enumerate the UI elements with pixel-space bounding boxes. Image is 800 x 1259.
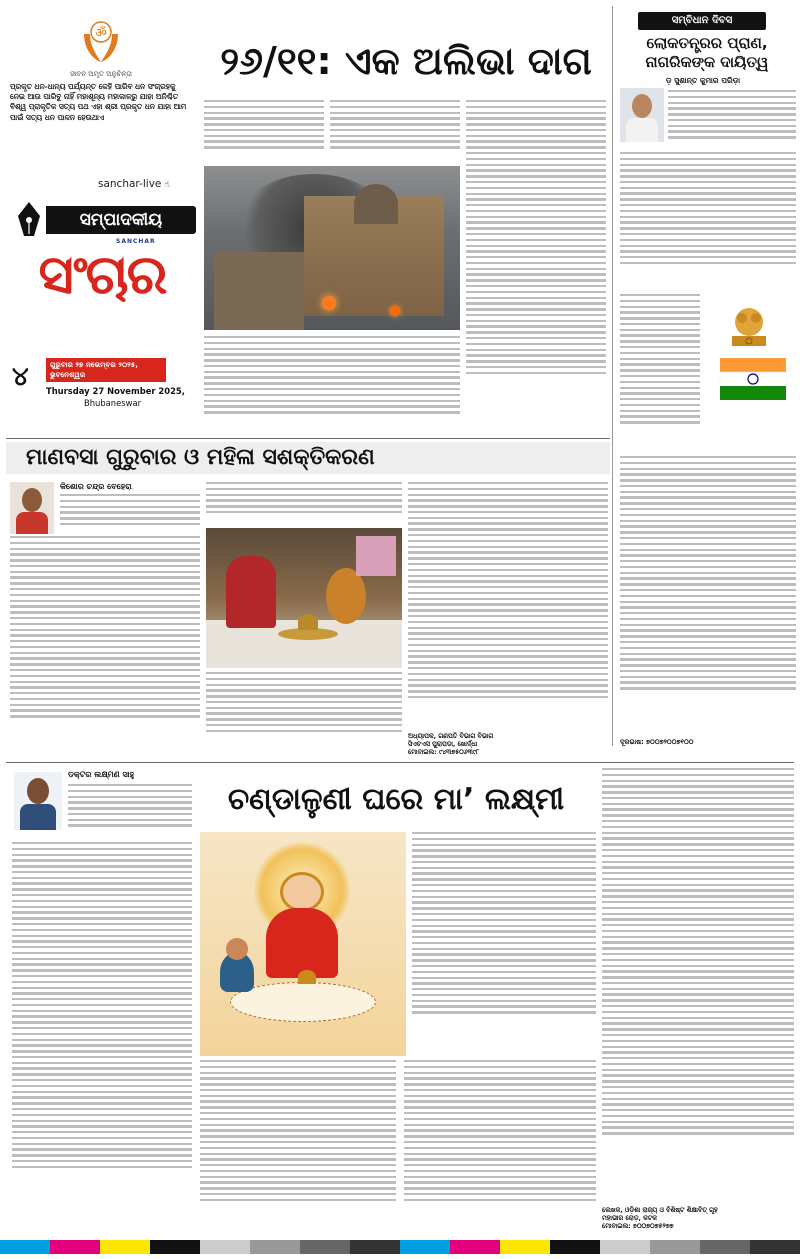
article3-text-col3 bbox=[404, 1060, 596, 1232]
article3-author: ଡକ୍ଟର ଲକ୍ଷ୍ମଣ ସାହୁ bbox=[68, 770, 135, 779]
article2-text-below-photo bbox=[206, 672, 402, 750]
masthead-panel bbox=[6, 6, 196, 434]
article3-text-col2-top bbox=[412, 832, 596, 1056]
lead-headline: ୨୬/୧୧: ଏକ ଅଲିଭା ଦାଗ bbox=[220, 39, 592, 83]
page-number: ୪ bbox=[12, 362, 29, 392]
article2-signoff-2: ସିଏଚଏସ ପୁରାପଡା, ଖୋର୍ଦ୍ଧା bbox=[408, 740, 478, 748]
brand-logo: ସଂଚାର bbox=[38, 243, 166, 306]
lead-text-col3 bbox=[466, 100, 606, 430]
daily-quote: ପ୍ରକୃତ ଧନ-ଧାନ୍ୟ ପର୍ଯ୍ୟନ୍ତ କେହି ପାରିବ ଧନ ସଂଗ୍ରହକୁ ନେଇ ଆଉ ପାରିବୁ ନାହିଁ ମହାଶୂନ୍ୟ ମହାକାଳରୁ ଯାହା ଅନିଶ୍ଚିତ ବିଶ୍ୱ ପ୍ରାକୃତିକ ସତ୍ୟ ପଥ ଏହା ଶ୍ରୀ ପ୍ରକୃତ ଧନ ଯାହା ଆମ ପାଇଁ ସତ୍ୟ ଧନ ପାଳନ ହେଉଥାଏ bbox=[10, 82, 187, 122]
article3-text-col1 bbox=[12, 842, 192, 1230]
website-link[interactable]: sanchar-live ☝ bbox=[98, 178, 170, 190]
article2-photo bbox=[206, 528, 402, 668]
lead-text-col2 bbox=[330, 100, 460, 160]
cursor-hand-icon: ☝ bbox=[161, 180, 170, 190]
sidebar-headline: ଲୋକତନ୍ତ୍ରର ପ୍ରାଣ, ନାଗରିକଙ୍କ ଦାୟିତ୍ୱ bbox=[645, 34, 769, 71]
article2-signoff-1: ଅଧ୍ୟାପକ, ଗଣପତି ବିଭାଗ ବିଭାଗ bbox=[408, 732, 494, 740]
pen-nib-icon bbox=[10, 200, 48, 240]
article2-text-col1 bbox=[10, 536, 200, 750]
article2-text-col3 bbox=[408, 482, 608, 744]
sidebar-author-photo bbox=[620, 88, 664, 142]
article3-illustration bbox=[200, 832, 406, 1056]
article3-signoff-1: ଲେଖକ, ଓଡ଼ିଶା ରାଜ୍ୟ ଓ ବିଶିଷ୍ଟ ଶିକ୍ଷାବିତ୍ ଗୃହ bbox=[602, 1206, 718, 1214]
om-hands-icon bbox=[76, 14, 126, 66]
article3-signoff-2: ମହାଭୀର ରୋଡ଼, କଟକ bbox=[602, 1214, 657, 1222]
article2-author-photo bbox=[10, 482, 54, 534]
svg-text:ॐ: ॐ bbox=[95, 26, 107, 41]
tagline: ଜୀବନ ଅମୃତ ଅନୁଚିନ୍ତା bbox=[70, 70, 132, 78]
india-flag-icon bbox=[716, 356, 790, 402]
article2-contact: ମୋବାଇଲ: ୯୪୩୭୫୦୬୩୯୮ bbox=[408, 748, 480, 756]
article3-headline: ଚଣ୍ଡାଳୁଣୀ ଘରେ ମା’ ଲକ୍ଷ୍ମୀ bbox=[227, 782, 565, 817]
column-divider bbox=[612, 6, 613, 746]
article2-text-col2-top bbox=[206, 482, 402, 524]
city-english: Bhubaneswar bbox=[84, 398, 142, 408]
date-odia: ଗୁରୁବାର ୨୭ ନଭେମ୍ବର ୨୦୨୫, ଭୁବନେଶ୍ୱର bbox=[46, 358, 166, 382]
article3-text-col2 bbox=[200, 1060, 396, 1232]
section-rule-2 bbox=[6, 762, 794, 763]
article2-author: କିଶୋର ଚନ୍ଦ୍ର ବେହେରା bbox=[60, 482, 132, 491]
article3-text-col4 bbox=[602, 768, 794, 1202]
article3-author-photo bbox=[14, 772, 62, 830]
sidebar-text-top bbox=[668, 90, 796, 150]
registration-bar bbox=[0, 1240, 800, 1254]
sidebar-author: ଡ଼ ସୁଶାନ୍ତ କୁମାର ପରିଡ଼ା bbox=[666, 76, 741, 85]
brand-small: SANCHAR bbox=[116, 238, 156, 245]
ashoka-emblem-icon bbox=[712, 296, 786, 352]
article3-text-col1-top bbox=[68, 784, 192, 840]
sidebar-text-bottom bbox=[620, 456, 796, 736]
article3-contact: ମୋବାଇଲ: ୭୦୦୭୦୭୫୨୭୭ bbox=[602, 1222, 674, 1230]
sidebar-kicker: ସମ୍ବିଧାନ ଦିବସ bbox=[638, 12, 766, 30]
date-english: Thursday 27 November 2025, bbox=[46, 386, 185, 396]
lead-photo bbox=[204, 166, 460, 330]
sidebar-contact: ଦୂରଭାଷ: ୭୦୦୭୨୦୦୭୧୦୦ bbox=[620, 738, 694, 746]
section-rule-1 bbox=[6, 438, 610, 439]
article2-headline: ମାଣବସା ଗୁରୁବାର ଓ ମହିଳା ସଶକ୍ତିକରଣ bbox=[6, 442, 610, 474]
sidebar-text-mid bbox=[620, 152, 796, 292]
article2-text-col1-top bbox=[60, 494, 200, 534]
sidebar-text-left bbox=[620, 294, 700, 454]
lead-text-below-photo bbox=[204, 336, 460, 432]
section-label: ସମ୍ପାଦକୀୟ bbox=[46, 206, 196, 234]
lead-text-col1 bbox=[204, 100, 324, 160]
